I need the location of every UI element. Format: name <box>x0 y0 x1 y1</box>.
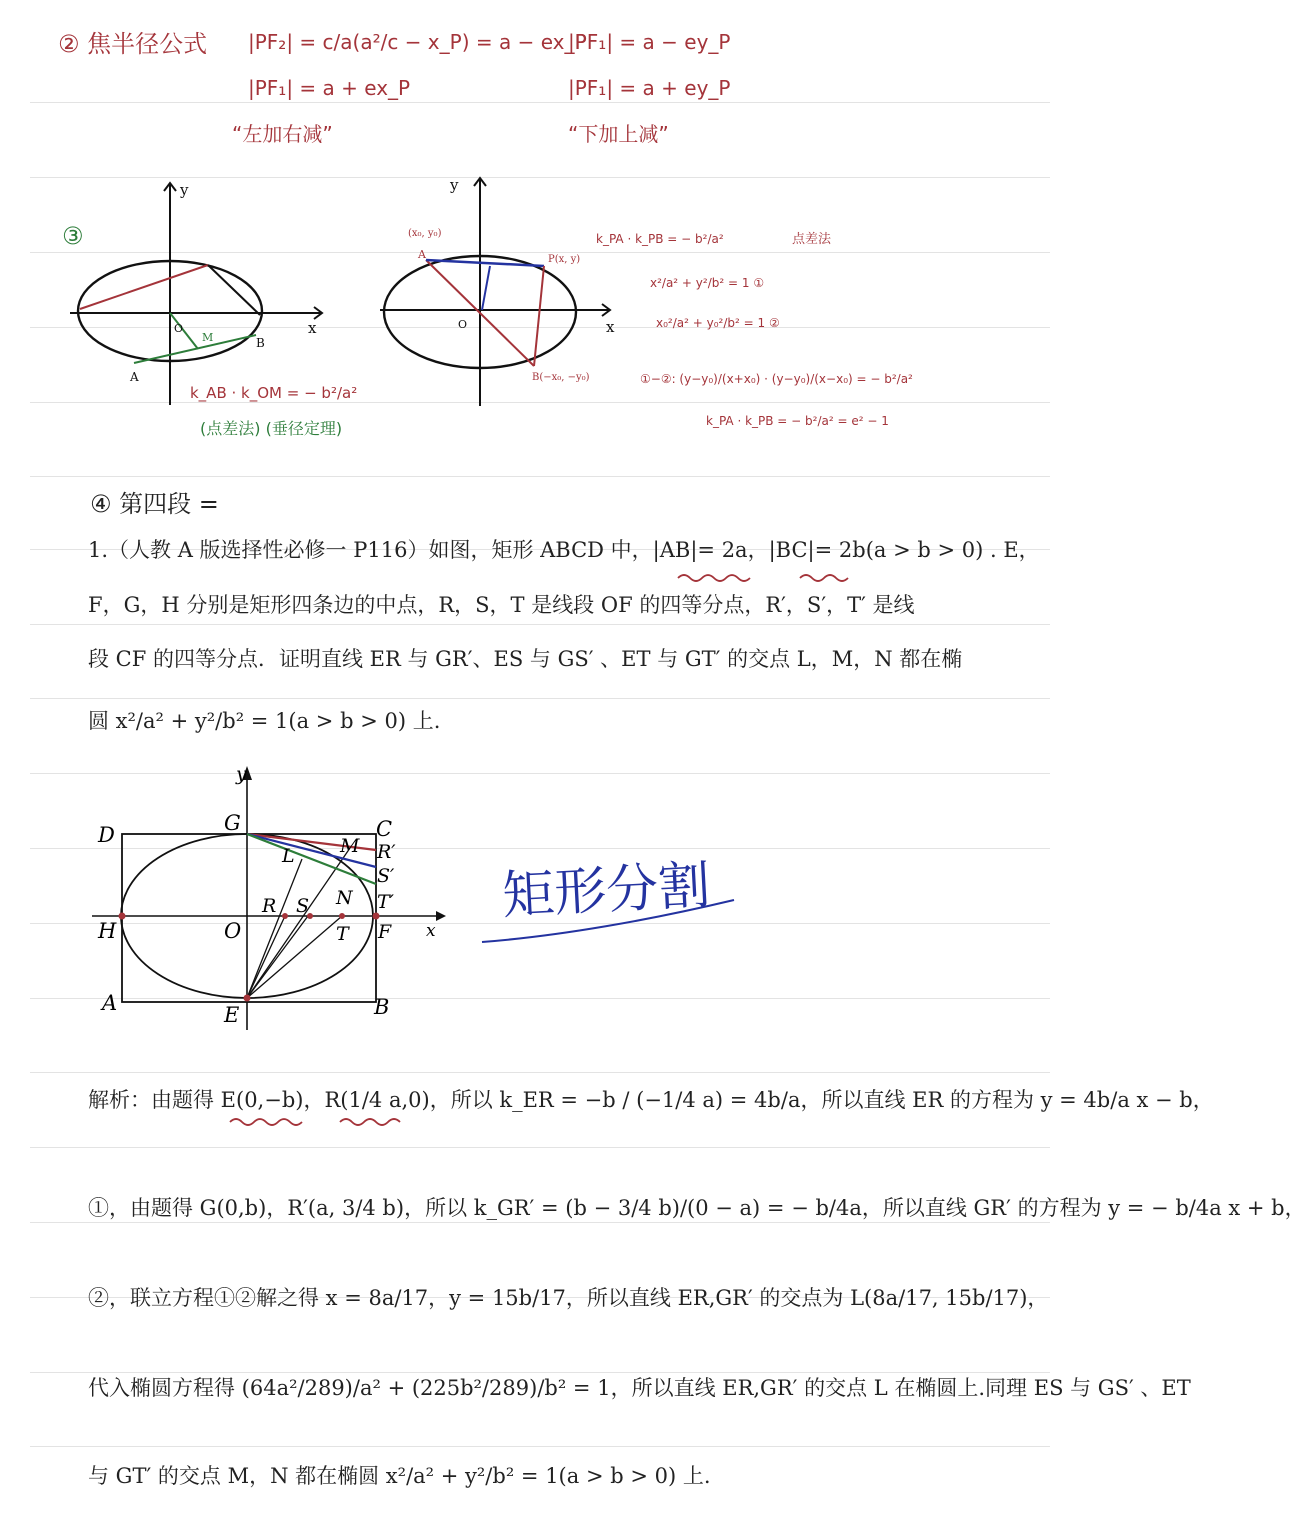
difference-eq: ①−②: (y−y₀)/(x+x₀) · (y−y₀)/(x−x₀) = − b²/a² <box>640 372 913 386</box>
left-ellipse-figure <box>60 175 350 415</box>
ruled-line <box>30 476 1050 477</box>
solution-line-4: 代入椭圆方程得 (64a²/289)/a² + (225b²/289)/b² = 1，所以直线 ER,GR′ 的交点 L 在椭圆上.同理 ES 与 GS′ 、ET <box>88 1376 1191 1400</box>
label-R: R <box>262 895 277 917</box>
solution-line-2: ①，由题得 G(0,b)，R′(a, 3/4 b)，所以 k_GR′ = (b − 3/4 b)/(0 − a) = − b/4a，所以直线 GR′ 的方程为 y = − b/4a x + b， <box>88 1196 1306 1220</box>
solution-line-1: 解析：由题得 E(0,−b)，R(1/4 a,0)，所以 k_ER = −b / (−1/4 a) = 4b/a，所以直线 ER 的方程为 y = 4b/a x − b， <box>88 1088 1214 1112</box>
mnemonic-x: “左加右减” <box>232 122 333 146</box>
underline-stroke <box>482 900 734 942</box>
label-L: L <box>282 845 295 867</box>
dot-T <box>339 913 345 919</box>
right-ellipse-figure <box>370 170 640 410</box>
point-A-coord: (x₀, y₀) <box>408 228 442 239</box>
label-M: M <box>340 835 360 857</box>
point-B: B(−x₀, −y₀) <box>532 372 590 383</box>
label-C: C <box>376 817 393 841</box>
label-D: D <box>98 823 115 847</box>
dot-H <box>119 913 126 920</box>
wavy-E <box>230 1119 302 1125</box>
label-E: E <box>224 1003 240 1027</box>
ruled-line <box>30 1147 1050 1148</box>
origin-label: O <box>174 322 184 335</box>
x-label: x <box>606 318 615 336</box>
point-P: P(x, y) <box>548 254 581 265</box>
label-F: F <box>378 921 392 943</box>
y-label: y <box>180 181 189 199</box>
label-N: N <box>336 887 353 909</box>
label-B: B <box>374 995 390 1019</box>
left-slope-formula: k_AB · k_OM = − b²/a² <box>190 384 358 402</box>
ruled-line <box>30 1446 1050 1447</box>
section2-label: ② 焦半径公式 <box>58 30 208 58</box>
label-O: O <box>224 919 242 943</box>
label-S1: S′ <box>377 865 395 887</box>
label-x: x <box>426 921 436 941</box>
ruled-line <box>30 102 1050 103</box>
rectangle-ellipse-figure <box>88 758 458 1030</box>
point-A: A <box>418 248 426 261</box>
formula-pf-y-top: |PF₁| = a − ey_P <box>568 30 731 54</box>
dot-R <box>282 913 288 919</box>
dot-E <box>244 995 251 1002</box>
dot-F <box>373 913 380 920</box>
formula-pf1-x: |PF₁| = a + ex_P <box>248 76 411 100</box>
left-methods: (点差法) (垂径定理) <box>200 419 343 438</box>
right-slope-relation: k_PA · k_PB = − b²/a² <box>596 232 724 246</box>
wavy-underline-2 <box>228 1114 428 1128</box>
wavy-bc <box>800 575 848 581</box>
line-ER <box>247 916 285 998</box>
handwriting-underline <box>480 890 740 950</box>
y-label: y <box>450 176 459 194</box>
point-B: B <box>256 336 265 350</box>
slope-result: k_PA · k_PB = − b²/a² = e² − 1 <box>706 414 889 428</box>
section4-label: ④ 第四段 = <box>90 490 219 518</box>
problem-line-1: 1.（人教 A 版选择性必修一 P116）如图，矩形 ABCD 中，|AB|= 2a，|BC|= 2b(a > b > 0) . E， <box>88 538 1040 562</box>
line-EL <box>247 859 302 998</box>
label-T: T <box>336 923 349 945</box>
x-label: x <box>308 319 317 337</box>
solution-line-5: 与 GT′ 的交点 M，N 都在椭圆 x²/a² + y²/b² = 1(a > b > 0) 上. <box>88 1464 711 1488</box>
right-method: 点差法 <box>792 232 832 247</box>
chord-PB <box>534 266 544 366</box>
ruled-line <box>30 698 1050 699</box>
label-y: y <box>236 763 247 785</box>
ellipse-eq2: x₀²/a² + y₀²/b² = 1 ② <box>656 316 780 330</box>
ruled-line <box>30 1072 1050 1073</box>
wavy-ab <box>678 575 750 581</box>
chord-red <box>80 265 208 309</box>
ruled-line <box>30 624 1050 625</box>
wavy-underline-1 <box>676 570 876 584</box>
problem-line-4: 圆 x²/a² + y²/b² = 1(a > b > 0) 上. <box>88 709 441 733</box>
ruled-line <box>30 1222 1050 1223</box>
point-M: M <box>202 331 214 344</box>
label-T1: T′ <box>377 891 394 913</box>
x-axis-arrow <box>436 911 446 921</box>
ellipse-eq1: x²/a² + y²/b² = 1 ① <box>650 276 765 290</box>
label-R1: R′ <box>377 841 396 863</box>
mnemonic-y: “下加上减” <box>568 122 669 146</box>
wavy-R <box>340 1119 400 1125</box>
label-A: A <box>102 991 118 1015</box>
origin-label: O <box>458 318 468 331</box>
handwriting-rect-split: 矩形分割 <box>500 855 712 927</box>
solution-line-3: ②，联立方程①②解之得 x = 8a/17，y = 15b/17，所以直线 ER,GR′ 的交点为 L(8a/17, 15b/17)， <box>88 1286 1049 1310</box>
label-S: S <box>296 895 310 917</box>
problem-line-3: 段 CF 的四等分点．证明直线 ER 与 GR′、ES 与 GS′ 、ET 与 GT′ 的交点 L，M，N 都在椭 <box>88 647 963 671</box>
section3-label: ③ <box>62 222 84 250</box>
problem-line-2: F，G，H 分别是矩形四条边的中点，R，S，T 是线段 OF 的四等分点，R′，S′，T′ 是线 <box>88 593 915 617</box>
label-H: H <box>98 919 117 943</box>
label-G: G <box>224 811 241 835</box>
point-A: A <box>130 370 139 384</box>
formula-pf-y: |PF₁| = a + ey_P <box>568 76 731 100</box>
formula-pf2-x: |PF₂| = c/a(a²/c − x_P) = a − ex_P <box>248 30 587 54</box>
midline <box>482 266 490 310</box>
